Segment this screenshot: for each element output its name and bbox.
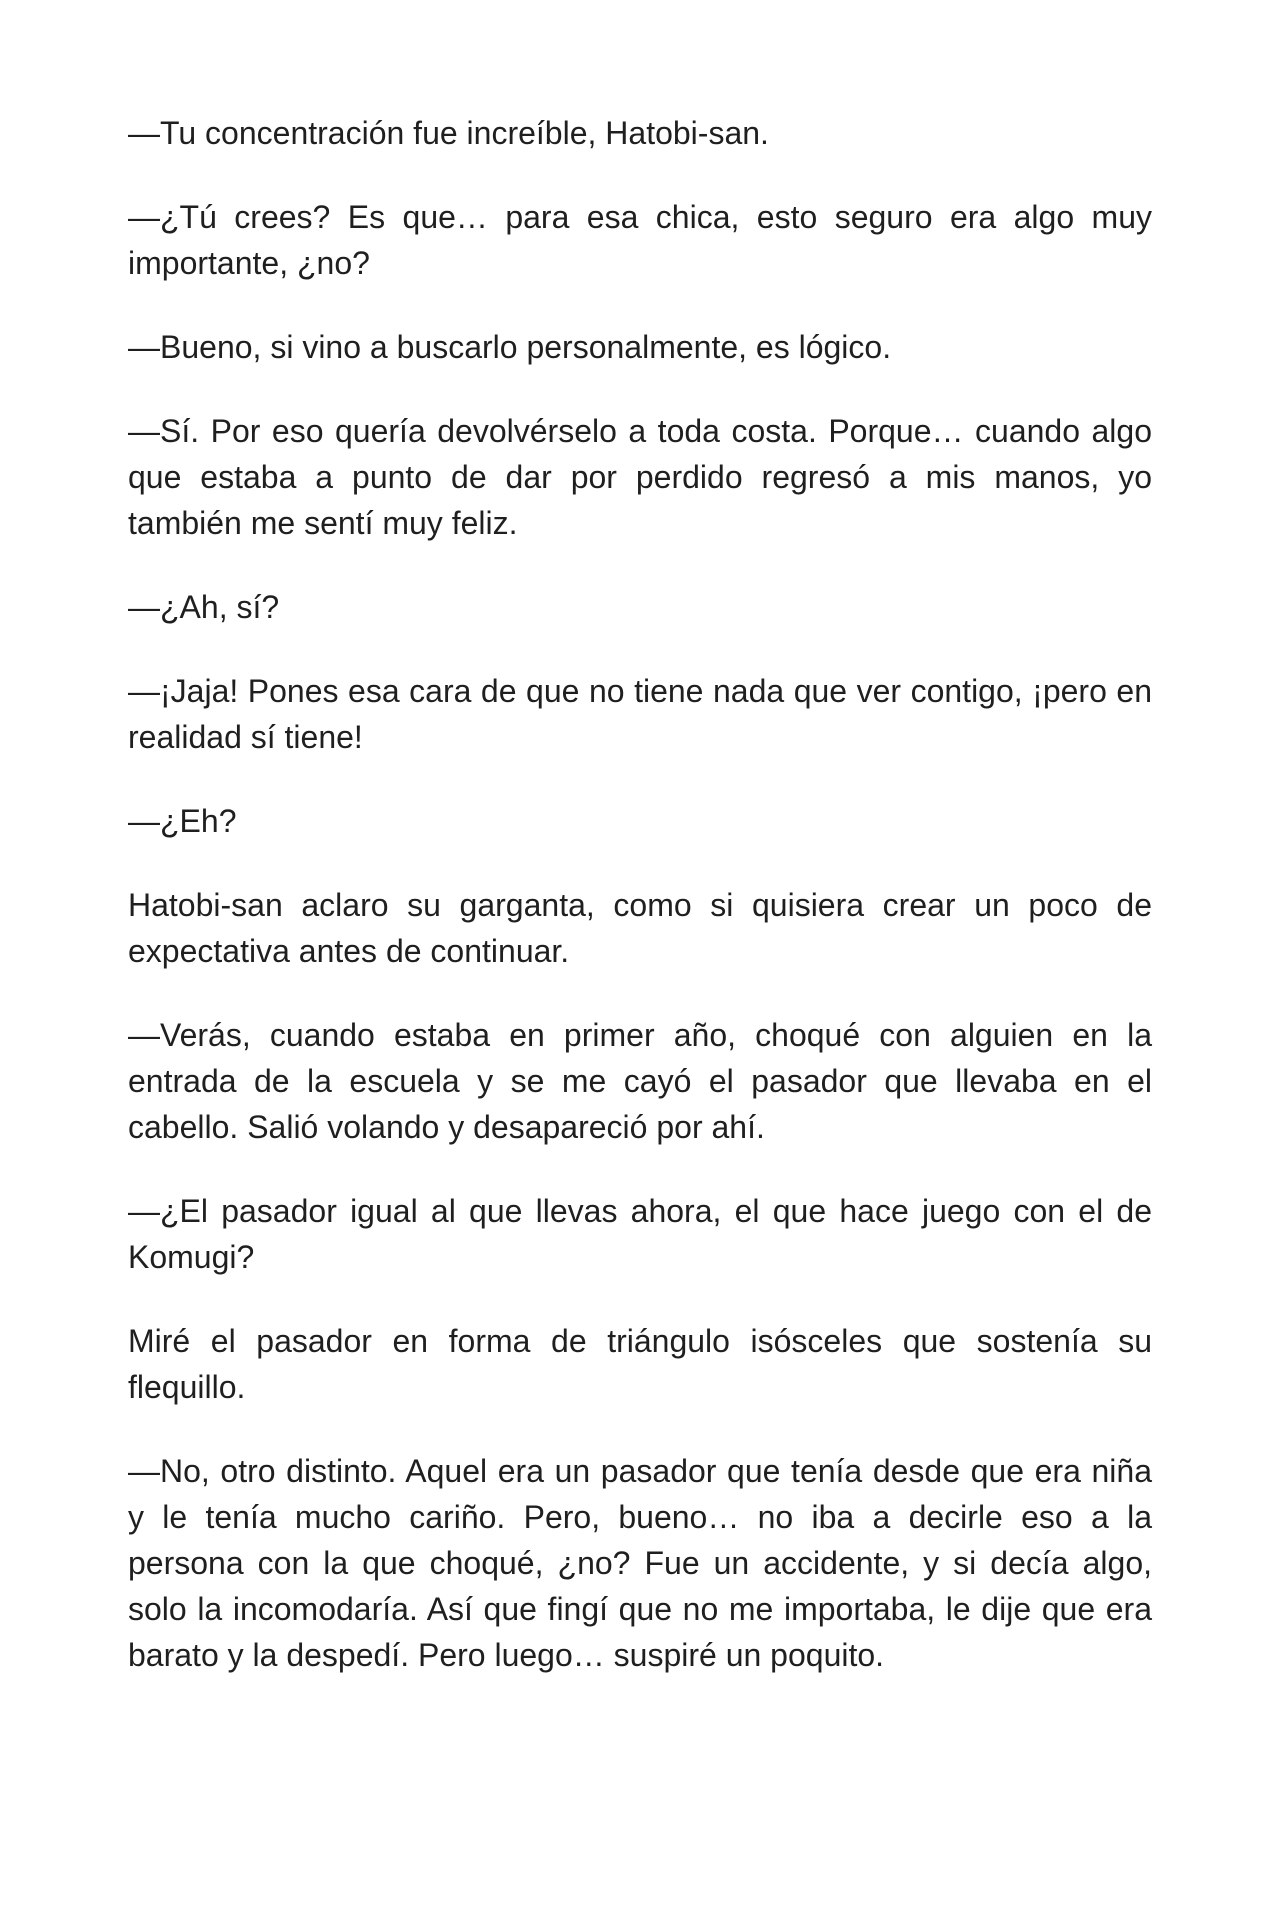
paragraph: —Bueno, si vino a buscarlo personalmente, es lógico. xyxy=(128,329,892,365)
paragraph: —¿Ah, sí? xyxy=(128,589,280,625)
paragraph: —¿El pasador igual al que llevas ahora, el que hace juego con el de Komugi? xyxy=(128,1193,1152,1275)
paragraph: —Sí. Por eso quería devolvérselo a toda costa. Porque… cuando algo que estaba a punto de dar por perdido regresó a mis manos, yo también me sentí muy feliz. xyxy=(128,413,1152,541)
paragraph: —Tu concentración fue increíble, Hatobi-san. xyxy=(128,115,769,151)
paragraph: —¡Jaja! Pones esa cara de que no tiene nada que ver contigo, ¡pero en realidad sí tiene! xyxy=(128,673,1152,755)
paragraph: —No, otro distinto. Aquel era un pasador que tenía desde que era niña y le tenía mucho cariño. Pero, bueno… no iba a decirle eso a la persona con la que choqué, ¿no? Fue un accidente, y si decía algo, solo la incomodaría. Así que fingí que no me importaba, le dije que era barato y la despedí. Pero luego… suspiré un poquito. xyxy=(128,1453,1152,1673)
paragraph: Hatobi-san aclaro su garganta, como si quisiera crear un poco de expectativa antes de continuar. xyxy=(128,887,1152,969)
paragraph: —¿Tú crees? Es que… para esa chica, esto seguro era algo muy importante, ¿no? xyxy=(128,199,1152,281)
paragraph: —¿Eh? xyxy=(128,803,237,839)
paragraph: —Verás, cuando estaba en primer año, choqué con alguien en la entrada de la escuela y se me cayó el pasador que llevaba en el cabello. Salió volando y desapareció por ahí. xyxy=(128,1017,1152,1145)
paragraph: Miré el pasador en forma de triángulo isósceles que sostenía su flequillo. xyxy=(128,1323,1152,1405)
